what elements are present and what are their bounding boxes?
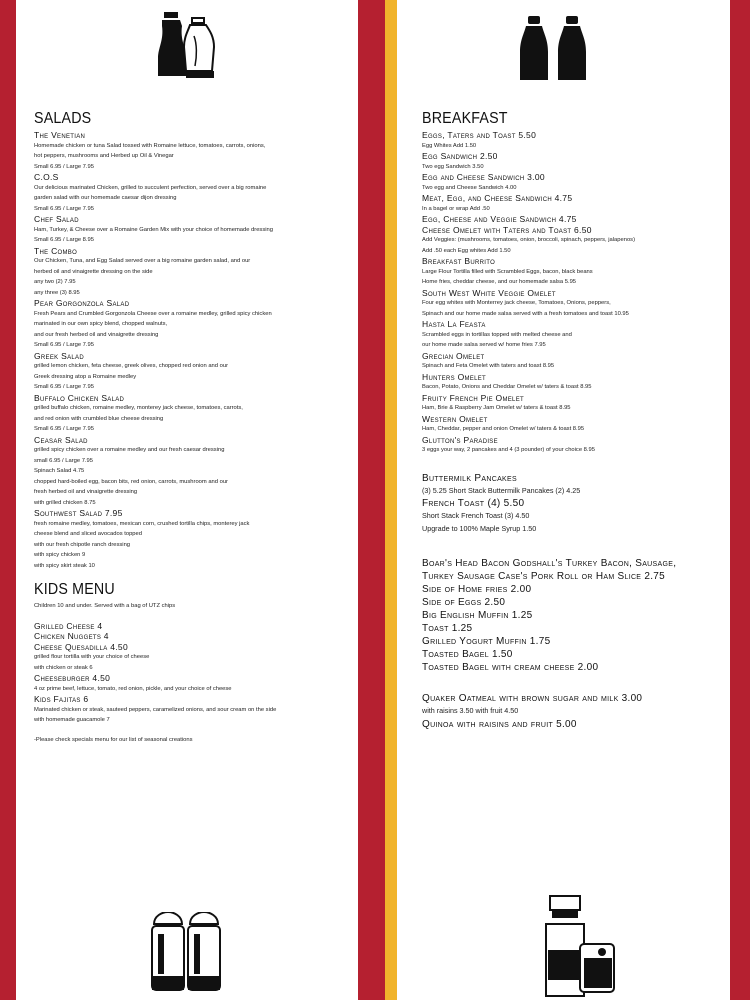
kids-item-description: with homemade guacamole 7 bbox=[34, 717, 110, 723]
breakfast-heading: BREAKFAST bbox=[422, 110, 508, 127]
breakfast-item-title: Breakfast Burrito bbox=[422, 256, 496, 266]
breakfast-item-title: Meat, Egg, and Cheese Sandwich 4.75 bbox=[422, 193, 573, 203]
breakfast-item-description: Spinach and our home made salsa served with a fresh tomatoes and toast 10.95 bbox=[422, 310, 629, 317]
kids-item-description: grilled flour tortilla with your choice of cheese bbox=[34, 654, 150, 660]
pancake-item-description: (3) 5.25 Short Stack Buttermilk Pancakes (2) 4.25 bbox=[422, 485, 581, 495]
breakfast-item-title: Western Omelet bbox=[422, 413, 488, 424]
kids-item-title: Grilled Cheese 4 bbox=[34, 620, 103, 631]
breakfast-item-description: Egg Whites Add 1.50 bbox=[422, 142, 477, 149]
right-red-border bbox=[730, 0, 750, 1000]
breakfast-item-title: Egg and Cheese Sandwich 3.00 bbox=[422, 172, 545, 182]
salad-item-description: Our Chicken, Tuna, and Egg Salad served over a big romaine garden salad, and our bbox=[34, 258, 251, 264]
kids-item-description: Marinated chicken or steak, sauteed peppers, caramelized onions, and sour cream on the side bbox=[34, 706, 277, 713]
salad-item-title: Pear Gorgonzola Salad bbox=[34, 298, 130, 308]
salad-item-title: The Venetian bbox=[34, 130, 86, 140]
breakfast-item-description: Add Veggies: (mushrooms, tomatoes, onion, broccoli, spinach, peppers, jalapenos) bbox=[422, 237, 635, 243]
breakfast-item-title: South West White Veggie Omelet bbox=[422, 287, 556, 298]
breakfast-item-title: Fruity French Pie Omelet bbox=[422, 392, 524, 403]
pancake-item-title: Buttermilk Pancakes bbox=[422, 472, 517, 484]
kids-item-description: 4 oz prime beef, lettuce, tomato, red onion, pickle, and your choice of cheese bbox=[34, 685, 232, 692]
salad-item-description: grilled buffalo chicken, romaine medley, monterey jack cheese, tomatoes, carrots, bbox=[34, 405, 243, 411]
center-gold-stripe bbox=[385, 0, 397, 1000]
salad-item-description: Small 6.95 / Large 7.95 bbox=[34, 205, 94, 212]
salad-item-description: small 6.95 / Large 7.95 bbox=[34, 457, 93, 464]
breakfast-item-description: Large Flour Tortilla filled with Scrambled Eggs, bacon, black beans bbox=[422, 268, 593, 275]
breakfast-item-description: Scrambled eggs in tortillas topped with melted cheese and bbox=[422, 331, 572, 338]
kids-menu-heading: KIDS MENU bbox=[34, 581, 115, 598]
center-red-stripe bbox=[358, 0, 385, 1000]
side-item: Turkey Sausage Case's Pork Roll or Ham Slice 2.75 bbox=[422, 571, 666, 582]
pancakes-list bbox=[422, 472, 724, 536]
salad-item-description: with our fresh chipotle ranch dressing bbox=[34, 541, 131, 548]
side-item: Boar's Head Bacon Godshall's Turkey Bacon, Sausage, bbox=[422, 558, 677, 569]
breakfast-item-title: Eggs, Taters and Toast 5.50 bbox=[422, 130, 537, 140]
pancake-item-description: Short Stack French Toast (3) 4.50 bbox=[422, 511, 530, 520]
salad-item-description: and our fresh herbed oil and vinaigrette dressing bbox=[34, 331, 159, 338]
kids-item-title: Kids Fajitas 6 bbox=[34, 694, 89, 704]
breakfast-item-description: Spinach and Feta Omelet with taters and toast 8.95 bbox=[422, 363, 555, 369]
salad-item-description: fresh romaine medley, tomatoes, mexican corn, crushed tortilla chips, monterey jack bbox=[34, 520, 250, 527]
salad-item-title: The Combo bbox=[34, 245, 78, 256]
salad-item-description: Small 6.95 / Large 7.95 bbox=[34, 426, 94, 432]
left-red-border bbox=[0, 0, 16, 1000]
kids-item-title: Cheese Quesadilla 4.50 bbox=[34, 641, 128, 652]
quinoa-title: Quinoa with raisins and fruit 5.00 bbox=[422, 718, 577, 730]
right-menu-column bbox=[422, 110, 724, 731]
salad-item-description: any two (2) 7.95 bbox=[34, 279, 76, 285]
salad-item-description: with grilled chicken 8.75 bbox=[34, 499, 96, 506]
salad-item-description: herbed oil and vinaigrette dressing on the side bbox=[34, 268, 153, 275]
salad-item-description: Small 6.95 / Large 7.95 bbox=[34, 342, 94, 348]
breakfast-item-description: Ham, Brie & Raspberry Jam Omelet w/ taters & toast 8.95 bbox=[422, 405, 571, 411]
breakfast-item-title: Egg Sandwich 2.50 bbox=[422, 151, 498, 161]
salad-item-description: cheese blend and sliced avocados topped bbox=[34, 531, 142, 537]
breakfast-item-title: Egg, Cheese and Veggie Sandwich 4.75 bbox=[422, 214, 577, 224]
salt-pepper-shakers-icon bbox=[520, 14, 590, 84]
glass-shakers-icon bbox=[148, 912, 223, 994]
breakfast-item-description: Add .50 each Egg whites Add 1.50 bbox=[422, 247, 511, 254]
salad-item-description: garden salad with our homemade caesar dijon dressing bbox=[34, 195, 177, 201]
kids-intro: Children 10 and under. Served with a bag of UTZ chips bbox=[34, 603, 176, 609]
salad-item-description: Small 6.95 / Large 7.95 bbox=[34, 163, 94, 170]
salad-item-description: and red onion with crumbled blue cheese dressing bbox=[34, 415, 164, 422]
salad-item-description: grilled lemon chicken, feta cheese, greek olives, chopped red onion and our bbox=[34, 363, 228, 369]
salad-item-description: hot peppers, mushrooms and Herbed up Oil & Vinegar bbox=[34, 153, 174, 159]
side-item: Side of Eggs 2.50 bbox=[422, 597, 506, 608]
salad-item-title: C.O.S bbox=[34, 172, 59, 182]
breakfast-item-description: In a bagel or wrap Add .50 bbox=[422, 205, 490, 212]
sides-list bbox=[422, 557, 724, 674]
salad-item-title: Chef Salad bbox=[34, 214, 79, 224]
salads-list bbox=[34, 130, 352, 571]
salad-item-description: Greek dressing atop a Romaine medley bbox=[34, 373, 137, 380]
breakfast-item-title: Cheese Omelet with Taters and Toast 6.50 bbox=[422, 224, 592, 235]
breakfast-item-description: Bacon, Potato, Onions and Cheddar Omelet w/ taters & toast 8.95 bbox=[422, 384, 592, 390]
salad-item-description: grilled spicy chicken over a romaine medley and our fresh caesar dressing bbox=[34, 447, 225, 453]
breakfast-item-description: our home made salsa served w/ home fries 7.95 bbox=[422, 342, 546, 348]
salad-item-description: fresh herbed oil and vinaigrette dressing bbox=[34, 489, 138, 495]
breakfast-list bbox=[422, 130, 724, 456]
kids-list bbox=[34, 621, 352, 726]
syrup-jar-icon bbox=[540, 894, 620, 998]
side-item: Toast 1.25 bbox=[422, 623, 473, 634]
salad-item-description: Ham, Turkey, & Cheese over a Romaine Garden Mix with your choice of homemade dressing bbox=[34, 226, 273, 233]
breakfast-item-description: 3 eggs your way, 2 pancakes and 4 (3 pounder) of your choice 8.95 bbox=[422, 447, 595, 453]
salad-item-title: Southwest Salad 7.95 bbox=[34, 508, 123, 518]
breakfast-item-title: Glutton's Paradise bbox=[422, 434, 498, 445]
side-item: Side of Home fries 2.00 bbox=[422, 584, 532, 595]
breakfast-item-description: Home fries, cheddar cheese, and our homemade salsa 5.95 bbox=[422, 279, 577, 285]
salad-item-description: Our delicious marinated Chicken, grilled to succulent perfection, served over a big romaine bbox=[34, 184, 267, 191]
salad-item-description: any three (3) 8.95 bbox=[34, 289, 80, 296]
salads-heading: SALADS bbox=[34, 110, 92, 127]
salad-item-title: Ceasar Salad bbox=[34, 434, 88, 445]
breakfast-item-description: Four egg whites with Monterrey jack cheese, Tomatoes, Onions, peppers, bbox=[422, 300, 611, 306]
salad-item-description: Homemade chicken or tuna Salad tossed with Romaine lettuce, tomatoes, carrots, onions, bbox=[34, 142, 266, 149]
oatmeal-title: Quaker Oatmeal with brown sugar and milk 3.00 bbox=[422, 693, 643, 704]
salad-item-title: Buffalo Chicken Salad bbox=[34, 392, 125, 403]
salad-item-description: Spinach Salad 4.75 bbox=[34, 468, 85, 474]
salad-item-title: Greek Salad bbox=[34, 350, 84, 361]
breakfast-item-description: Two egg Sandwich 3.50 bbox=[422, 163, 484, 170]
breakfast-item-title: Hunters Omelet bbox=[422, 371, 486, 382]
side-item: Toasted Bagel with cream cheese 2.00 bbox=[422, 662, 599, 673]
specials-note: -Please check specials menu for our list of seasonal creations bbox=[34, 736, 193, 743]
pancake-item-title: French Toast (4) 5.50 bbox=[422, 498, 525, 509]
breakfast-item-description: Two egg and Cheese Sandwich 4.00 bbox=[422, 184, 517, 191]
salad-item-description: Fresh Pears and Crumbled Gorgonzola Cheese over a romaine medley, grilled spicy chicken bbox=[34, 310, 272, 317]
salad-item-description: Small 6.95 / Large 8.95 bbox=[34, 237, 94, 243]
breakfast-item-title: Grecian Omelet bbox=[422, 350, 485, 361]
salad-item-description: Small 6.95 / Large 7.95 bbox=[34, 384, 94, 390]
side-item: Toasted Bagel 1.50 bbox=[422, 649, 513, 660]
salad-item-description: with spicy chicken 9 bbox=[34, 552, 86, 558]
breakfast-item-title: Hasta La Feasta bbox=[422, 319, 486, 329]
salad-item-description: chopped hard-boiled egg, bacon bits, red onion, carrots, mushroom and our bbox=[34, 478, 228, 485]
left-menu-column bbox=[34, 110, 352, 745]
side-item: Grilled Yogurt Muffin 1.75 bbox=[422, 636, 551, 647]
salad-item-description: with spicy skirt steak 10 bbox=[34, 562, 95, 569]
kids-item-description: with chicken or steak 6 bbox=[34, 664, 93, 671]
breakfast-item-description: Ham, Cheddar, pepper and onion Omelet w/ taters & toast 8.95 bbox=[422, 426, 585, 432]
oatmeal-options: with raisins 3.50 with fruit 4.50 bbox=[422, 706, 519, 715]
side-item: Big English Muffin 1.25 bbox=[422, 610, 533, 621]
pancake-item-description: Upgrade to 100% Maple Syrup 1.50 bbox=[422, 523, 537, 533]
kids-item-title: Chicken Nuggets 4 bbox=[34, 631, 109, 641]
kids-item-title: Cheeseburger 4.50 bbox=[34, 673, 111, 683]
pepper-mill-icon bbox=[152, 8, 220, 80]
salad-item-description: marinated in our own spicy blend, chopped walnuts, bbox=[34, 321, 168, 327]
